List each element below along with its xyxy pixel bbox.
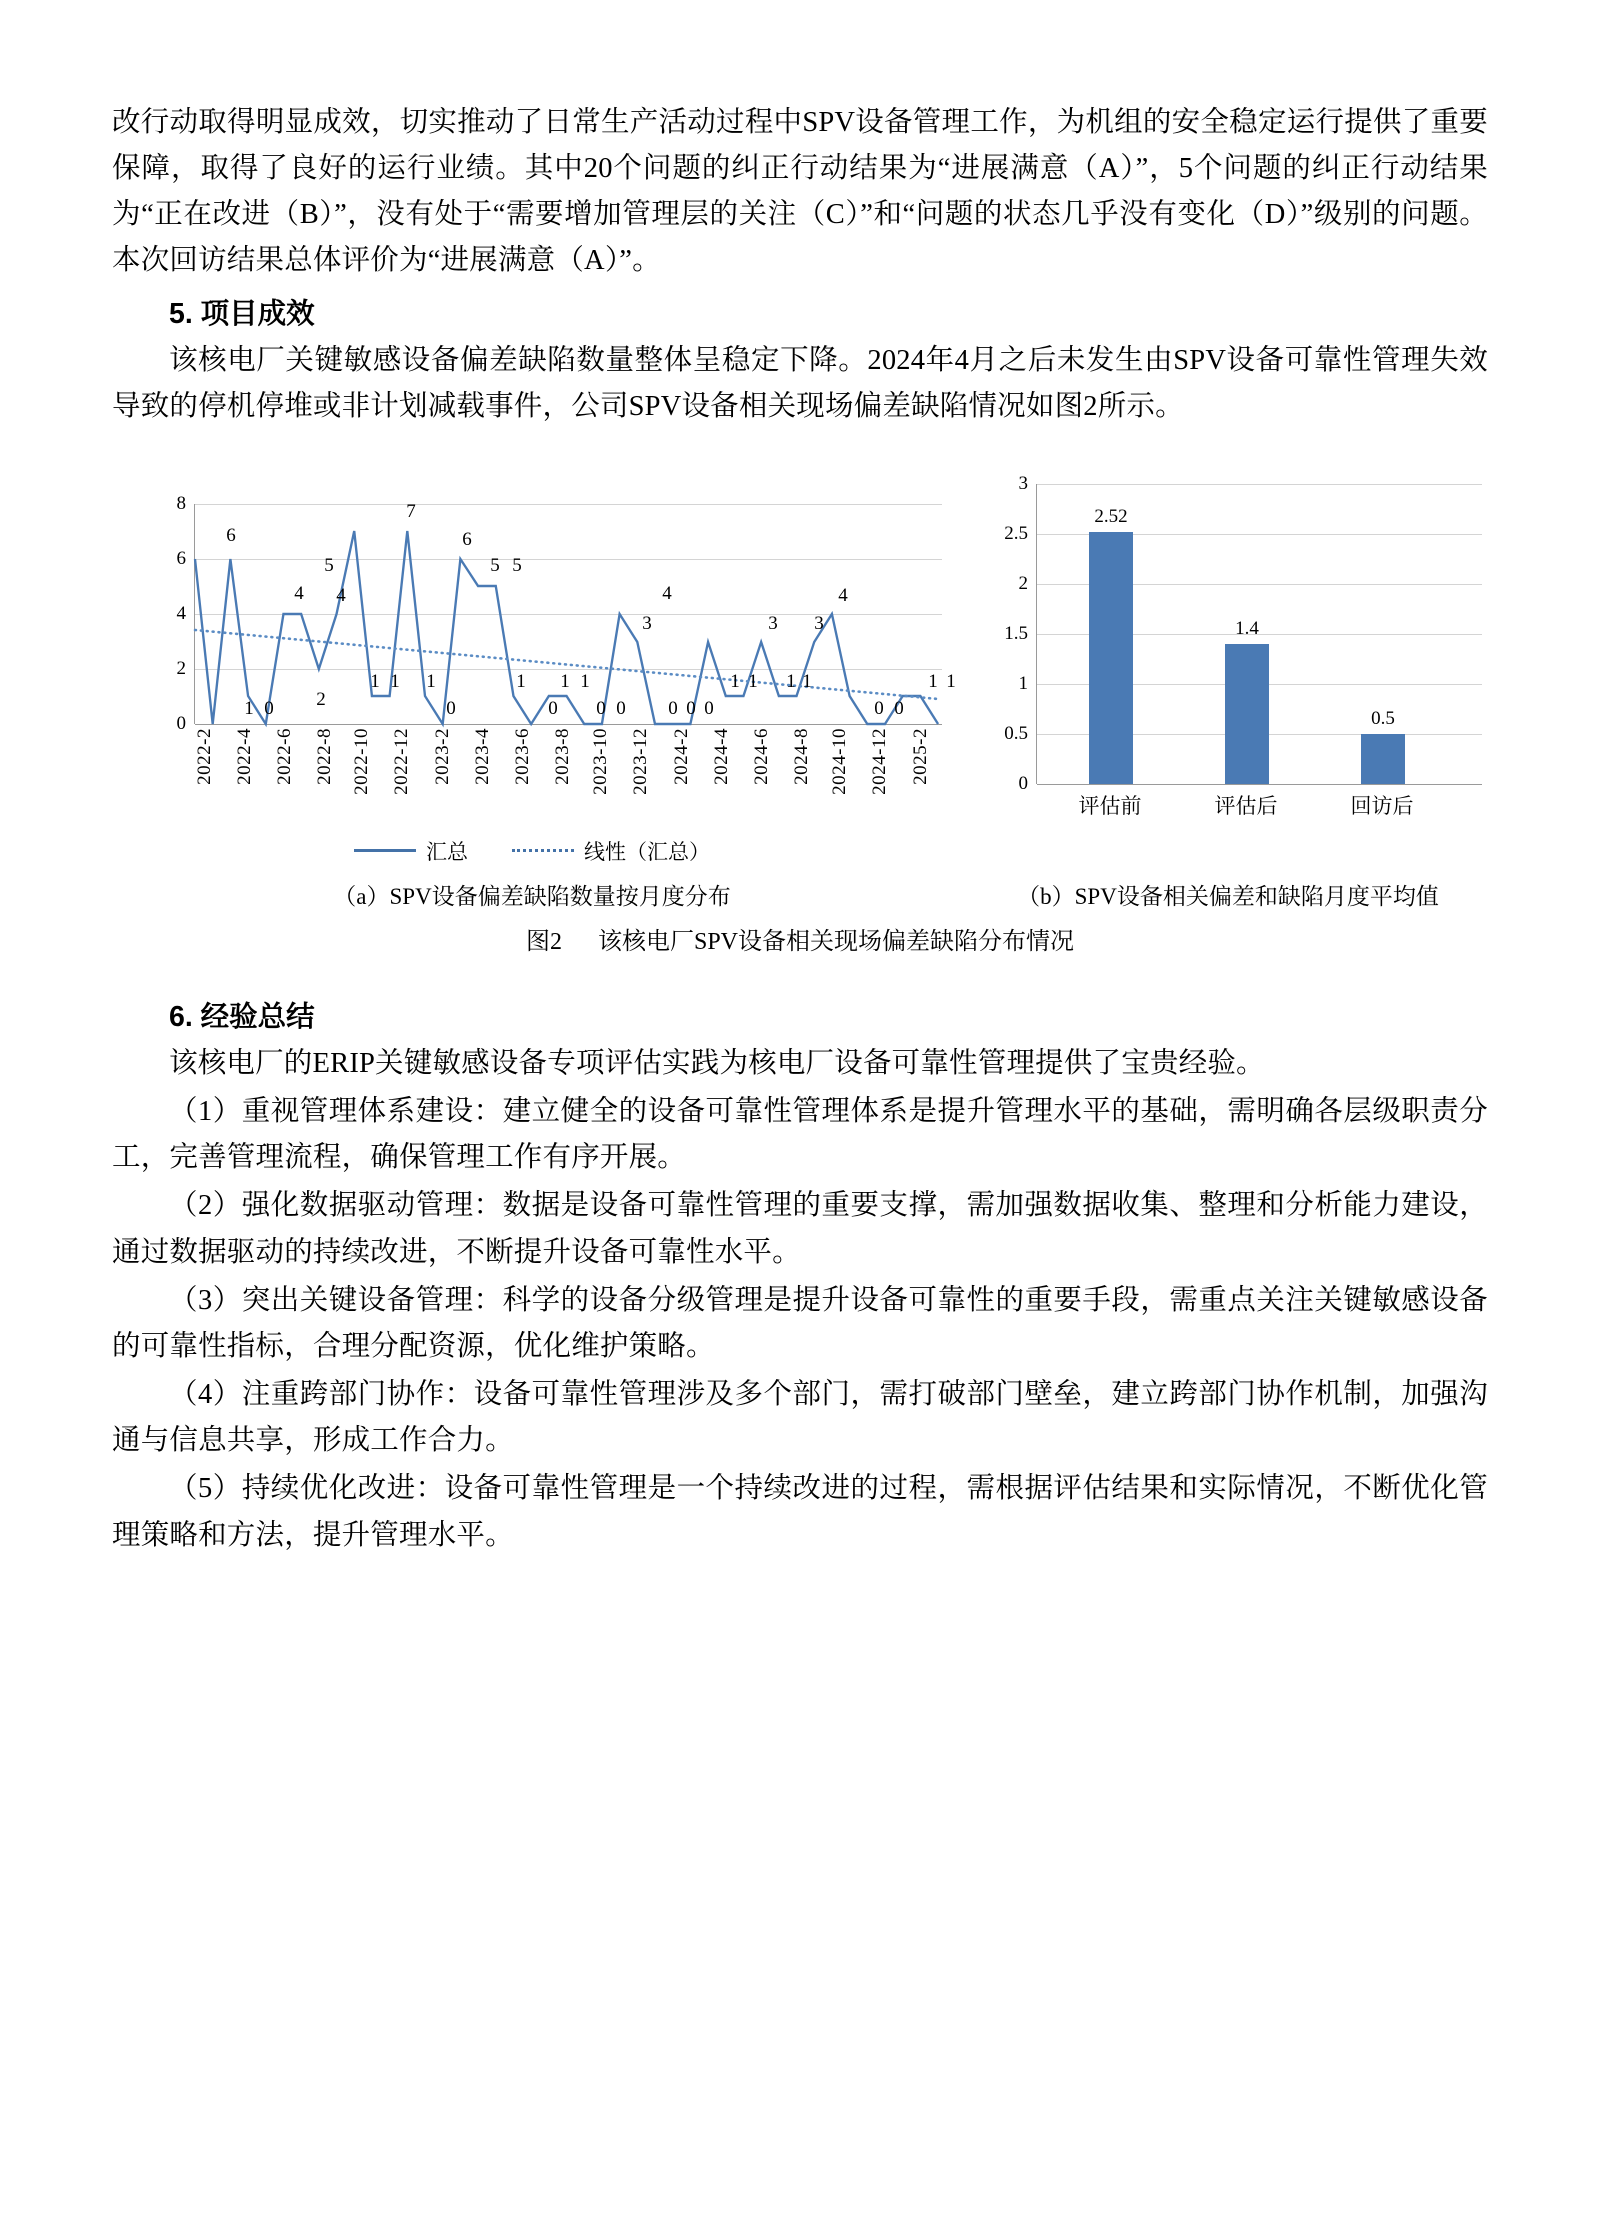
bar-label-followup: 0.5 xyxy=(1371,707,1395,729)
paragraph-7: （4）注重跨部门协作：设备可靠性管理涉及多个部门，需打破部门壁垒，建立跨部门协作机制，加强沟通与信息共享，形成工作合力。 xyxy=(112,1379,1488,1457)
paragraph-8: （5）持续优化改进：设备可靠性管理是一个持续改进的过程，需根据评估结果和实际情况，不断优化管理策略和方法，提升管理水平。 xyxy=(112,1473,1488,1551)
legend-label-total: 汇总 xyxy=(426,839,468,864)
bar-xtick-before: 评估前 xyxy=(1078,793,1142,818)
bar-chart-ytick-05: 0.5 xyxy=(1004,722,1028,744)
bar-label-before: 2.52 xyxy=(1094,505,1128,527)
paragraph-6: （3）突出关键设备管理：科学的设备分级管理是提升设备可靠性的重要手段，需重点关注关键敏感设备的可靠性指标，合理分配资源，优化维护策略。 xyxy=(112,1284,1488,1362)
bar-chart-ytick-25: 2.5 xyxy=(1004,522,1028,544)
paragraph-3: 该核电厂的ERIP关键敏感设备专项评估实践为核电厂设备可靠性管理提供了宝贵经验。 xyxy=(169,1047,1265,1079)
bar-chart-plot-area xyxy=(988,472,1488,818)
paragraph-2: 该核电厂关键敏感设备偏差缺陷数量整体呈稳定下降。2024年4月之后未发生由SPV设备可靠性管理失效导致的停机停堆或非计划减载事件，公司SPV设备相关现场偏差缺陷情况如图2所示。 xyxy=(112,344,1488,422)
figure-2 xyxy=(112,474,1488,956)
line-chart-plot-area xyxy=(152,492,956,795)
bar-chart-monthly-average xyxy=(988,472,1488,818)
paragraph-4: （1）重视管理体系建设：建立健全的设备可靠性管理体系是提升管理水平的基础，需明确各层级职责分工，完善管理流程，确保管理工作有序开展。 xyxy=(112,1096,1488,1174)
bar-label-after: 1.4 xyxy=(1235,617,1259,639)
bar-xtick-after: 评估后 xyxy=(1214,793,1278,818)
line-chart-grid: 6 1 0 4 2 4 5 1 1 7 1 0 6 5 5 1 0 1 1 0 0 3 4 0 0 0 1 1 3 1 1 3 4 0 0 1 1 xyxy=(194,504,942,724)
figure-caption-number: 图2 xyxy=(525,928,562,955)
bar-chart-grid xyxy=(1036,484,1482,784)
figure-caption xyxy=(112,921,1488,956)
section-heading-6: 6. 经验总结 xyxy=(169,1000,315,1033)
figure-caption-text: 该核电厂SPV设备相关现场偏差缺陷分布情况 xyxy=(597,928,1075,955)
bar-xtick-followup: 回访后 xyxy=(1350,793,1414,818)
line-chart-ytick-2: 2 xyxy=(176,657,186,679)
paragraph-1: 改行动取得明显成效，切实推动了日常生产活动过程中SPV设备管理工作，为机组的安全稳定运行提供了重要保障，取得了良好的运行业绩。其中20个问题的纠正行动结果为“进展满意（A）”，5个问题的纠正行动结果为“正在改进（B）”，没有处于“需要增加管理层的关注（C）”和“问题的状态几乎没有变化（D）”级别的问题。本次回访结果总体评价为“进展满意（A）”。 xyxy=(112,107,1488,277)
bar-chart-ytick-15: 1.5 xyxy=(1004,622,1028,644)
legend-swatch-solid-icon xyxy=(354,849,416,852)
line-chart-ytick-6: 6 xyxy=(176,547,186,569)
subcaption-a: （a）SPV设备偏差缺陷数量按月度分布 xyxy=(333,883,731,909)
bar-chart-ytick-3: 3 xyxy=(1018,472,1028,494)
bar-after-assessment xyxy=(1225,644,1269,784)
bar-chart-xticks xyxy=(1036,790,1482,820)
figure-subcaptions xyxy=(112,878,1488,911)
section-heading-5: 5. 项目成效 xyxy=(169,297,315,330)
subcaption-b: （b）SPV设备相关偏差和缺陷月度平均值 xyxy=(1017,883,1439,909)
bar-before-assessment xyxy=(1089,532,1133,784)
line-chart-monthly-defects xyxy=(112,474,956,866)
legend-item-trend xyxy=(512,836,710,866)
bar-chart-ytick-0: 0 xyxy=(1018,772,1028,794)
legend-swatch-dotted-icon xyxy=(512,849,574,852)
bar-chart-ytick-1: 1 xyxy=(1018,672,1028,694)
line-chart-ytick-8: 8 xyxy=(176,492,186,514)
legend-label-trend: 线性（汇总） xyxy=(584,839,710,864)
line-chart-ytick-4: 4 xyxy=(176,602,186,624)
bar-chart-ytick-2: 2 xyxy=(1018,572,1028,594)
line-chart-ytick-0: 0 xyxy=(176,712,186,734)
paragraph-5: （2）强化数据驱动管理：数据是设备可靠性管理的重要支撑，需加强数据收集、整理和分析能力建设，通过数据驱动的持续改进，不断提升设备可靠性水平。 xyxy=(112,1190,1488,1268)
charts-row xyxy=(112,474,1488,866)
line-chart-xticks: 2022-2 2022-4 2022-6 2022-8 2022-10 2022-12 2023-2 2023-4 2023-6 2023-8 2023-10 2023-12 2024-2 2024-4 2024-6 2024-8 2024-10 2024-12 2025-2 xyxy=(194,727,931,795)
legend-item-total xyxy=(354,836,468,866)
bar-after-followup xyxy=(1361,734,1405,784)
line-chart-legend xyxy=(112,836,952,866)
